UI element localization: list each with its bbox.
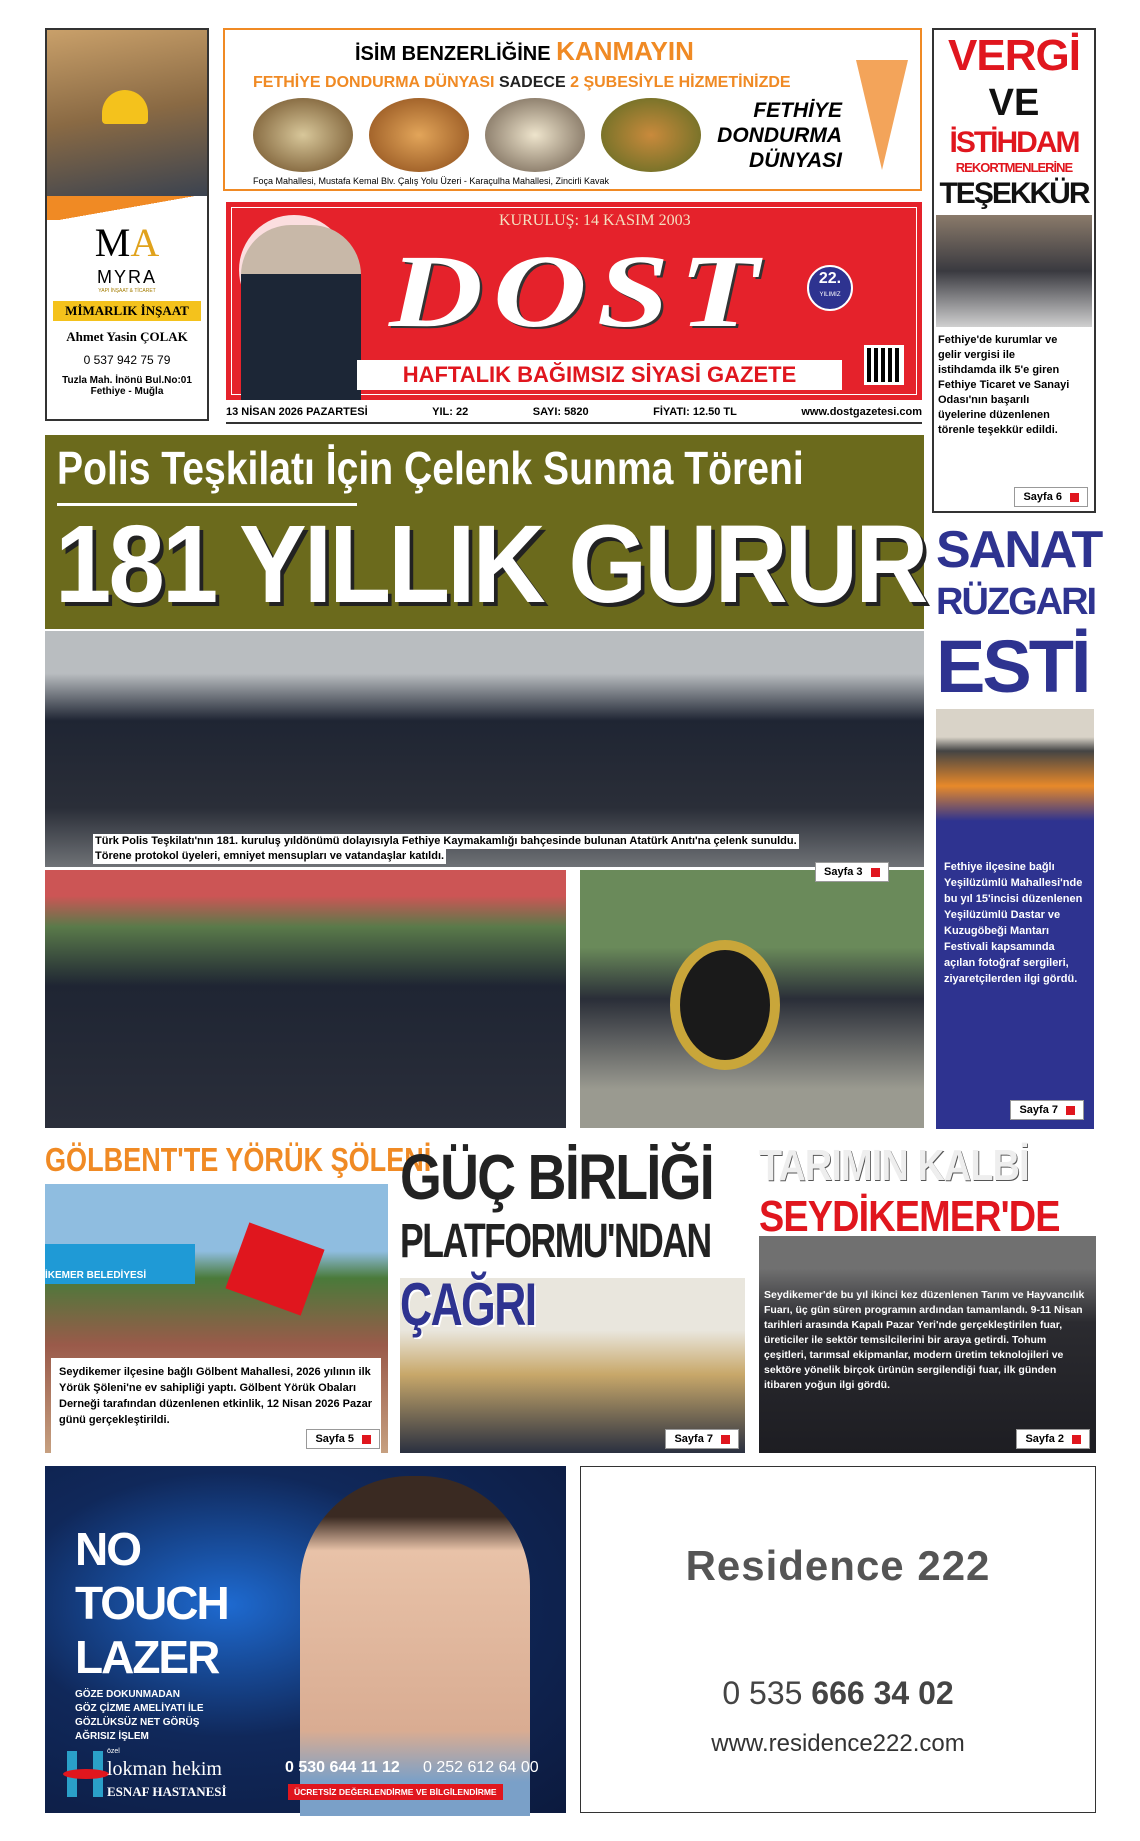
brand-1: FETHİYE (753, 99, 842, 122)
story-golbent[interactable]: GÖLBENT'TE YÖRÜK ŞÖLENİ İKEMER BELEDİYESİ Seydikemer ilçesine bağlı Gölbent Mahallesi, 2026 yılının ilk Yörük Şöleni'ne ev sahipliği yaptı. Gölbent Yörük Obaları Derneği tarafından düzenlenen etkinlik, 12 Nisan 2026 Pazar günü gerçekleştirildi. Sayfa 5 (45, 1140, 388, 1453)
right-story-vergi[interactable]: VERGİ VE İSTİHDAM REKORTMENLERİNE TEŞEKKÜR Fethiye'de kurumlar ve gelir vergisi ile istihdamda ilk 5'e giren Fethiye Ticaret ve Sanayi Odası'nın başarılı üyelerine düzenlenen törenle teşekkür edildi. Sayfa 6 (932, 28, 1096, 513)
red-square-icon (721, 1435, 730, 1444)
wreath (670, 940, 780, 1070)
issue-price: FİYATI: 12.50 TL (653, 406, 737, 418)
ceremony-photo (936, 215, 1092, 327)
page-ref-7[interactable]: Sayfa 7 (1010, 1100, 1084, 1120)
story-guc-birligi[interactable]: GÜÇ BİRLİĞİ PLATFORMU'NDAN ÇAĞRI Sayfa 7 (400, 1140, 745, 1453)
dessert-photos (253, 98, 701, 172)
subhead: Polis Teşkilatı İçin Çelenk Sunma Töreni (57, 442, 804, 494)
brand-sub: YAPI İNŞAAT & TİCARET (98, 288, 156, 294)
phone: 0 537 942 75 79 (83, 353, 171, 367)
brand-2: DONDURMA (717, 124, 842, 147)
ad-line1b: KANMAYIN (556, 36, 694, 66)
ad-line1a: İSİM BENZERLİĞİNE (355, 43, 551, 65)
tagline: HAFTALIK BAĞIMSIZ SİYASİ GAZETE (357, 360, 842, 390)
dateline (226, 406, 922, 424)
red-square-icon (1066, 1106, 1075, 1115)
ad-line2a: FETHİYE DONDURMA DÜNYASI (253, 74, 495, 91)
hard-hat-icon (102, 90, 148, 124)
lazer-ad[interactable]: NO TOUCH LAZER GÖZE DOKUNMADAN GÖZ ÇİZME AMELİYATI İLE GÖZLÜKSÜZ NET GÖRÜŞ AĞRISIZ İŞLEM özel lokman hekim ESNAF HASTANESİ 0 530 644 11 12 0 252 612 64 00 ÜCRETSİZ DEĞERLENDİRME VE BİLGİLENDİRME (45, 1466, 566, 1813)
page-ref-5[interactable]: Sayfa 5 (306, 1429, 380, 1449)
issue-date: 13 NİSAN 2026 PAZARTESİ (226, 406, 368, 418)
page-ref-6[interactable]: Sayfa 6 (1014, 487, 1088, 507)
photo-caption: Türk Polis Teşkilatı'nın 181. kuruluş yıldönümü dolayısıyla Fethiye Kaymakamlığı bahçesinde bulunan Atatürk Anıtı'na çelenk sunuldu. Törene protokol üyeleri, emniyet mensupları ve vatandaşlar katıldı. (95, 835, 797, 862)
address-1: Tuzla Mah. İnönü Bul.No:01 (62, 375, 192, 386)
hospital-logo-icon (67, 1751, 103, 1797)
story-tarim[interactable]: TARIMIN KALBİ SEYDİKEMER'DE Seydikemer'de bu yıl ikinci kez düzenlenen Tarım ve Hayvancılık Fuarı, üç gün süren programın ardından tamamlandı. 9-11 Nisan tarihleri arasında Kapalı Pazar Yeri'nde gerçekleştirilen fuar, üreticiler ile sektör temsilcilerini bir araya getirdi. Tohum çeşitleri, tarımsal ekipmanlar, modern üretim teknolojileri ve sektöre yönelik birçok ürünün sergilendiği fuar, ilk günden itibaren yoğun ilgi gördü. Sayfa 2 (759, 1140, 1096, 1453)
right-story-sanat[interactable]: SANAT RÜZGARI ESTİ Fethiye ilçesine bağlı Yeşilüzümlü Mahallesi'nde bu yıl 15'incisi düzenlenen Yeşilüzümlü Dastar ve Kuzugöbeği Mantarı Festivali kapsamında açılan fotoğraf sergileri, ziyaretçilerden ilgi gördü. Sayfa 7 (936, 520, 1094, 1128)
turkish-flag (225, 1222, 324, 1315)
founded: KURULUŞ: 14 KASIM 2003 (499, 212, 691, 229)
red-square-icon (362, 1435, 371, 1444)
page-ref-2[interactable]: Sayfa 2 (1016, 1429, 1090, 1449)
qr-code[interactable] (864, 345, 904, 385)
page-ref-7b[interactable]: Sayfa 7 (665, 1429, 739, 1449)
headline: 181 YILLIK GURUR (55, 503, 926, 626)
brand-3: DÜNYASI (749, 149, 842, 172)
residence-ad[interactable]: Residence 222 0 535 666 34 02 www.residence222.com (580, 1466, 1096, 1813)
page-ref-3[interactable]: Sayfa 3 (815, 862, 889, 882)
red-square-icon (1070, 493, 1079, 502)
architect-photo (47, 30, 207, 196)
ice-cream-cone-icon (856, 60, 908, 170)
red-square-icon (871, 868, 880, 877)
residence-name: Residence 222 (685, 1542, 991, 1589)
officials-salute-photo[interactable] (45, 870, 566, 1128)
police-group-photo[interactable] (45, 631, 924, 867)
website-link[interactable]: www.dostgazetesi.com (801, 406, 922, 418)
yoruk-festival-photo: İKEMER BELEDİYESİ (45, 1184, 388, 1453)
paper-name: DOST (389, 234, 769, 349)
issue-year: YIL: 22 (432, 406, 469, 418)
address-2: Fethiye - Muğla (90, 386, 164, 397)
person-name: Ahmet Yasin ÇOLAK (66, 329, 188, 344)
dondurma-ad[interactable] (223, 28, 922, 191)
masthead (226, 202, 922, 400)
anniversary-badge: 22. YILIMIZ (807, 265, 853, 311)
ad-address: Foça Mahallesi, Mustafa Kemal Blv. Çalış Yolu Üzeri - Karaçulha Mahallesi, Zincirli Kavak (253, 176, 609, 186)
festival-photo (936, 709, 1094, 849)
ad-title: MİMARLIK İNŞAAT (53, 301, 201, 321)
ad-line2b: SADECE (498, 74, 566, 91)
ad-line2c: 2 ŞUBESİYLE HİZMETİNİZDE (570, 74, 791, 91)
issue-number: SAYI: 5820 (532, 406, 589, 418)
residence-website[interactable]: www.residence222.com (711, 1730, 965, 1757)
myra-logo: MA (94, 220, 160, 265)
ataturk-portrait (241, 225, 361, 400)
wreath-photo[interactable] (580, 870, 924, 1128)
red-square-icon (1072, 1435, 1081, 1444)
brand-name: MYRA (96, 267, 157, 287)
headline-band (45, 435, 924, 629)
myra-ad[interactable] (45, 28, 209, 421)
